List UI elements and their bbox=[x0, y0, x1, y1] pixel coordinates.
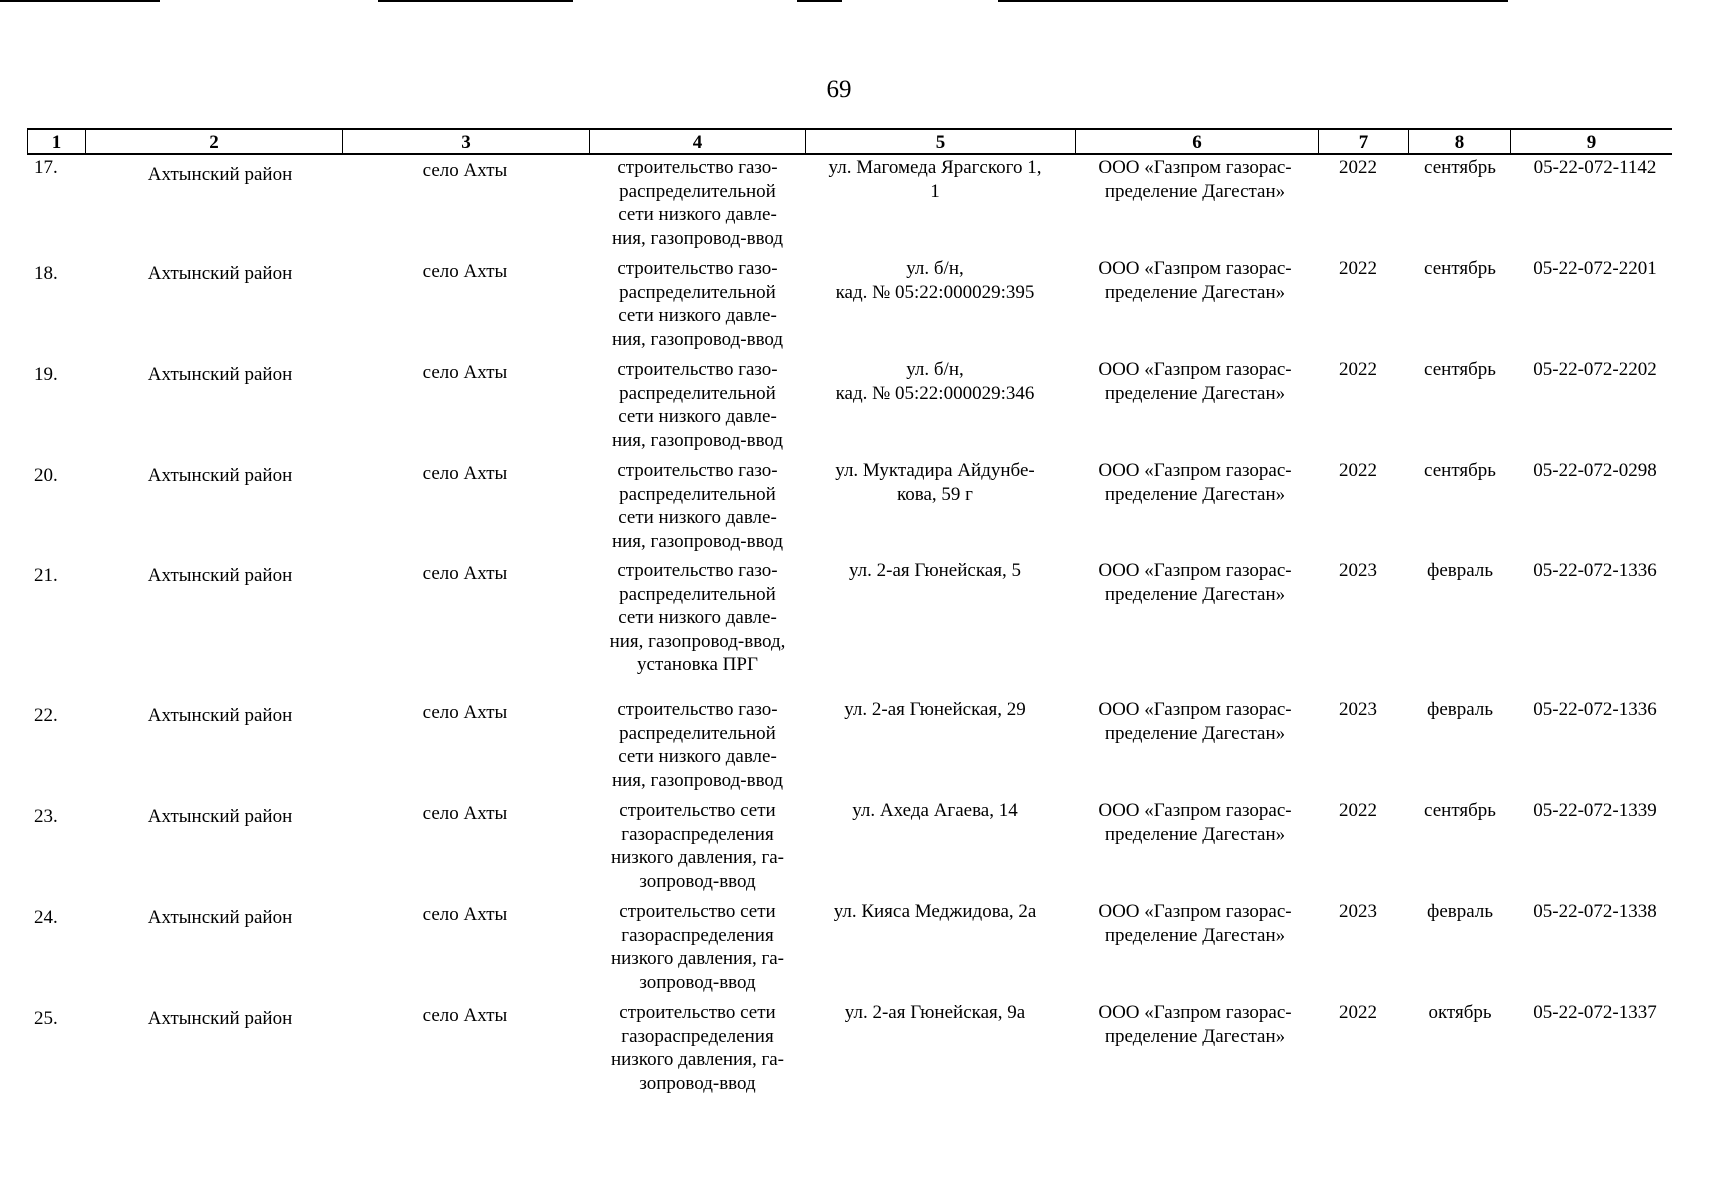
month: сентябрь bbox=[1424, 359, 1496, 380]
settlement: село Ахты bbox=[422, 261, 508, 282]
address: ул. Ахеда Агаева, 14 bbox=[852, 800, 1018, 821]
month: сентябрь bbox=[1424, 157, 1496, 178]
organization: ООО «Газпром газорас- пределение Дагестан» bbox=[1098, 359, 1292, 404]
settlement: село Ахты bbox=[422, 702, 508, 723]
row-number: 20. bbox=[34, 465, 58, 486]
year: 2023 bbox=[1339, 901, 1377, 922]
settlement: село Ахты bbox=[422, 803, 508, 824]
address: ул. Кияса Меджидова, 2а bbox=[833, 901, 1037, 922]
column-header: 5 bbox=[805, 130, 1075, 154]
column-header: 2 bbox=[85, 130, 342, 154]
registry-code: 05-22-072-1336 bbox=[1533, 699, 1657, 720]
address: ул. 2-ая Гюнейская, 5 bbox=[849, 560, 1021, 581]
registry-code: 05-22-072-1336 bbox=[1533, 560, 1657, 581]
scan-edge-mark bbox=[378, 0, 573, 2]
district: Ахтынский район bbox=[147, 806, 293, 827]
registry-code: 05-22-072-1337 bbox=[1533, 1002, 1657, 1023]
month: сентябрь bbox=[1424, 258, 1496, 279]
district: Ахтынский район bbox=[147, 364, 293, 385]
year: 2022 bbox=[1339, 800, 1377, 821]
year: 2022 bbox=[1339, 258, 1377, 279]
address: ул. Магомеда Ярагского 1, 1 bbox=[828, 157, 1042, 202]
registry-code: 05-22-072-2201 bbox=[1533, 258, 1657, 279]
column-header: 8 bbox=[1408, 130, 1510, 154]
row-number: 18. bbox=[34, 263, 58, 284]
row-number: 21. bbox=[34, 565, 58, 586]
registry-code: 05-22-072-1339 bbox=[1533, 800, 1657, 821]
month: февраль bbox=[1427, 699, 1493, 720]
year: 2023 bbox=[1339, 699, 1377, 720]
row-number: 22. bbox=[34, 705, 58, 726]
organization: ООО «Газпром газорас- пределение Дагестан» bbox=[1098, 800, 1292, 845]
settlement: село Ахты bbox=[422, 160, 508, 181]
district: Ахтынский район bbox=[147, 1008, 293, 1029]
column-header: 1 bbox=[27, 130, 85, 154]
work-description: строительство газо- распределительной сети низкого давле- ния, газопровод-ввод bbox=[611, 157, 784, 249]
row-number: 24. bbox=[34, 907, 58, 928]
work-description: строительство сети газораспределения низкого давления, га- зопровод-ввод bbox=[610, 1002, 785, 1094]
work-description: строительство газо- распределительной сети низкого давле- ния, газопровод-ввод bbox=[611, 258, 784, 350]
work-description: строительство сети газораспределения низкого давления, га- зопровод-ввод bbox=[610, 800, 785, 892]
address: ул. 2-ая Гюнейская, 9а bbox=[844, 1002, 1026, 1023]
work-description: строительство газо- распределительной сети низкого давле- ния, газопровод-ввод bbox=[611, 359, 784, 451]
column-header: 4 bbox=[589, 130, 805, 154]
organization: ООО «Газпром газорас- пределение Дагестан» bbox=[1098, 560, 1292, 605]
settlement: село Ахты bbox=[422, 563, 508, 584]
work-description: строительство газо- распределительной сети низкого давле- ния, газопровод-ввод bbox=[611, 460, 784, 552]
row-number: 17. bbox=[34, 157, 58, 178]
scan-edge-mark bbox=[0, 0, 160, 2]
scan-edge-mark bbox=[998, 0, 1508, 2]
month: сентябрь bbox=[1424, 460, 1496, 481]
district: Ахтынский район bbox=[147, 465, 293, 486]
registry-code: 05-22-072-2202 bbox=[1533, 359, 1657, 380]
organization: ООО «Газпром газорас- пределение Дагестан» bbox=[1098, 157, 1292, 202]
work-description: строительство газо- распределительной сети низкого давле- ния, газопровод-ввод, установка ПРГ bbox=[609, 560, 786, 675]
month: сентябрь bbox=[1424, 800, 1496, 821]
month: февраль bbox=[1427, 901, 1493, 922]
column-header: 9 bbox=[1510, 130, 1672, 154]
settlement: село Ахты bbox=[422, 362, 508, 383]
settlement: село Ахты bbox=[422, 463, 508, 484]
address: ул. б/н, кад. № 05:22:000029:346 bbox=[835, 359, 1035, 404]
year: 2022 bbox=[1339, 157, 1377, 178]
district: Ахтынский район bbox=[147, 565, 293, 586]
registry-code: 05-22-072-1142 bbox=[1533, 157, 1657, 178]
row-number: 25. bbox=[34, 1008, 58, 1029]
scan-edge-mark bbox=[797, 0, 842, 2]
registry-code: 05-22-072-1338 bbox=[1533, 901, 1657, 922]
address: ул. 2-ая Гюнейская, 29 bbox=[844, 699, 1026, 720]
month: октябрь bbox=[1428, 1002, 1492, 1023]
column-header: 3 bbox=[342, 130, 589, 154]
year: 2022 bbox=[1339, 1002, 1377, 1023]
district: Ахтынский район bbox=[147, 263, 293, 284]
organization: ООО «Газпром газорас- пределение Дагестан» bbox=[1098, 901, 1292, 946]
organization: ООО «Газпром газорас- пределение Дагестан» bbox=[1098, 699, 1292, 744]
address: ул. Муктадира Айдунбе- кова, 59 г bbox=[835, 460, 1035, 505]
column-header: 7 bbox=[1318, 130, 1408, 154]
organization: ООО «Газпром газорас- пределение Дагестан» bbox=[1098, 460, 1292, 505]
year: 2022 bbox=[1339, 460, 1377, 481]
row-number: 19. bbox=[34, 364, 58, 385]
work-description: строительство газо- распределительной сети низкого давле- ния, газопровод-ввод bbox=[611, 699, 784, 791]
page-number: 69 bbox=[826, 76, 852, 103]
organization: ООО «Газпром газорас- пределение Дагестан» bbox=[1098, 258, 1292, 303]
settlement: село Ахты bbox=[422, 904, 508, 925]
work-description: строительство сети газораспределения низкого давления, га- зопровод-ввод bbox=[610, 901, 785, 993]
district: Ахтынский район bbox=[147, 164, 293, 185]
year: 2023 bbox=[1339, 560, 1377, 581]
district: Ахтынский район bbox=[147, 907, 293, 928]
year: 2022 bbox=[1339, 359, 1377, 380]
registry-code: 05-22-072-0298 bbox=[1533, 460, 1657, 481]
organization: ООО «Газпром газорас- пределение Дагестан» bbox=[1098, 1002, 1292, 1047]
district: Ахтынский район bbox=[147, 705, 293, 726]
address: ул. б/н, кад. № 05:22:000029:395 bbox=[835, 258, 1035, 303]
month: февраль bbox=[1427, 560, 1493, 581]
column-header: 6 bbox=[1075, 130, 1318, 154]
settlement: село Ахты bbox=[422, 1005, 508, 1026]
row-number: 23. bbox=[34, 806, 58, 827]
